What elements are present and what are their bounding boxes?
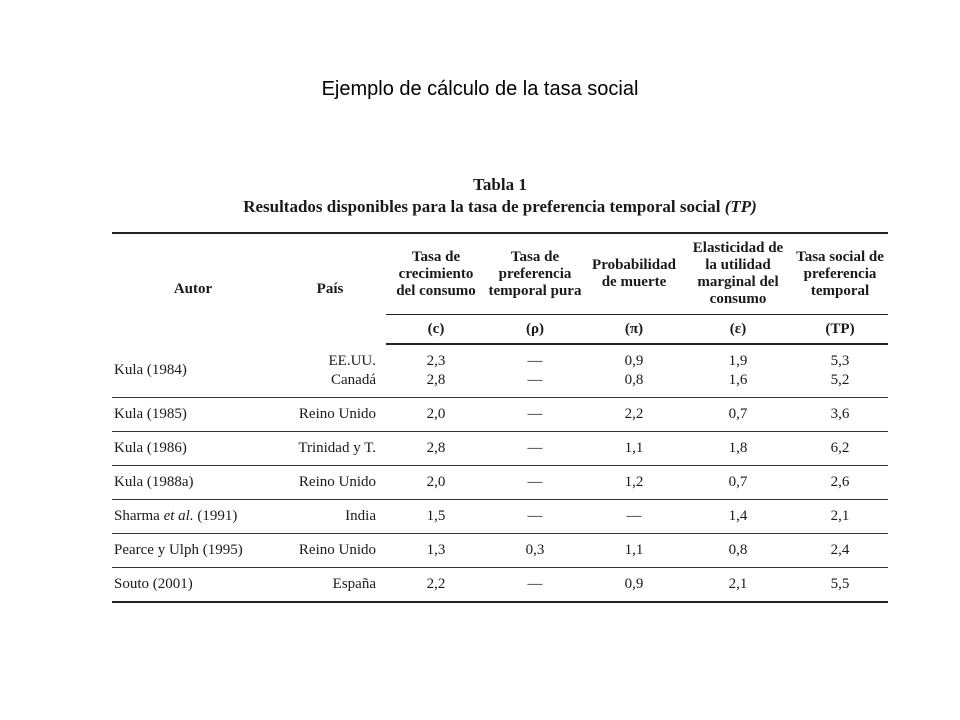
- cell-tp: 3,6: [792, 398, 888, 432]
- cell-pais: India: [274, 500, 386, 534]
- data-table-figure: [112, 174, 888, 603]
- cell-tp-line: 5,3: [830, 353, 850, 369]
- cell-epsilon: 2,1: [684, 568, 792, 603]
- cell-pi: 0,9: [584, 568, 684, 603]
- cell-tp: 5,5: [792, 568, 888, 603]
- cell-epsilon: [684, 344, 792, 398]
- symbol-c: (c): [386, 315, 486, 345]
- table-subtitle-abbr: (TP): [724, 197, 757, 216]
- cell-pais-line: Canadá: [331, 371, 376, 388]
- cell-epsilon-line: 1,6: [728, 372, 748, 388]
- symbol-pi: (π): [584, 315, 684, 345]
- cell-autor-part: et al.: [163, 508, 194, 524]
- cell-rho-line: —: [527, 372, 543, 388]
- cell-epsilon: 1,8: [684, 432, 792, 466]
- cell-autor: Kula (1985): [112, 398, 274, 432]
- cell-pi: 1,2: [584, 466, 684, 500]
- header-tasa-crecimiento: Tasa de crecimiento del consumo: [386, 233, 486, 315]
- cell-tp: 2,1: [792, 500, 888, 534]
- results-table: [112, 232, 888, 603]
- cell-pais: España: [274, 568, 386, 603]
- table-subtitle: [112, 196, 888, 218]
- table-caption: Tabla 1: [473, 175, 527, 194]
- header-pais: País: [274, 233, 386, 344]
- cell-pi: 1,1: [584, 534, 684, 568]
- cell-autor: Souto (2001): [112, 568, 274, 603]
- cell-c: 2,2: [386, 568, 486, 603]
- cell-c-line: 2,3: [426, 353, 446, 369]
- header-tasa-pref-pura: Tasa de preferencia temporal pura: [486, 233, 584, 315]
- cell-tp: 6,2: [792, 432, 888, 466]
- symbol-tp: (TP): [792, 315, 888, 345]
- cell-rho: —: [486, 568, 584, 603]
- cell-pais: Reino Unido: [274, 466, 386, 500]
- cell-c: 1,3: [386, 534, 486, 568]
- cell-pais: Reino Unido: [274, 534, 386, 568]
- cell-c-line: 2,8: [426, 372, 446, 388]
- cell-rho-line: —: [527, 353, 543, 369]
- cell-c: [386, 344, 486, 398]
- cell-rho: —: [486, 432, 584, 466]
- table-row: [112, 500, 888, 534]
- slide-title: Ejemplo de cálculo de la tasa social: [321, 78, 639, 100]
- cell-autor-part: (1991): [193, 508, 238, 524]
- cell-epsilon-line: 1,9: [728, 353, 748, 369]
- cell-pais: [274, 344, 386, 398]
- cell-autor-part: Sharma: [114, 508, 164, 524]
- cell-tp: [792, 344, 888, 398]
- cell-pi-line: 0,8: [624, 372, 644, 388]
- cell-pais-line: EE.UU.: [328, 352, 376, 369]
- cell-tp: 2,4: [792, 534, 888, 568]
- cell-pi: [584, 344, 684, 398]
- symbol-rho: (ρ): [486, 315, 584, 345]
- cell-rho: 0,3: [486, 534, 584, 568]
- table-row: [112, 568, 888, 603]
- cell-rho: —: [486, 500, 584, 534]
- header-elasticidad: Elasticidad de la utilidad marginal del consumo: [684, 233, 792, 315]
- cell-autor: [112, 500, 274, 534]
- table-row: [112, 432, 888, 466]
- cell-epsilon: 0,7: [684, 466, 792, 500]
- table-row: [112, 398, 888, 432]
- cell-tp-line: 5,2: [830, 372, 850, 388]
- table-row: [112, 534, 888, 568]
- symbol-epsilon: (ε): [684, 315, 792, 345]
- table-row: [112, 466, 888, 500]
- cell-tp: 2,6: [792, 466, 888, 500]
- cell-pais: Trinidad y T.: [274, 432, 386, 466]
- cell-rho: —: [486, 466, 584, 500]
- cell-pais: Reino Unido: [274, 398, 386, 432]
- header-prob-muerte: Probabilidad de muerte: [584, 233, 684, 315]
- cell-epsilon: 1,4: [684, 500, 792, 534]
- cell-epsilon: 0,7: [684, 398, 792, 432]
- cell-pi: 1,1: [584, 432, 684, 466]
- cell-c: 2,0: [386, 398, 486, 432]
- cell-autor: Kula (1988a): [112, 466, 274, 500]
- cell-rho: [486, 344, 584, 398]
- cell-autor: Kula (1984): [112, 344, 274, 398]
- cell-c: 2,0: [386, 466, 486, 500]
- table-subtitle-main: Resultados disponibles para la tasa de preferencia temporal social: [243, 197, 721, 216]
- table-row: [112, 344, 888, 398]
- cell-pi: 2,2: [584, 398, 684, 432]
- cell-pi: —: [584, 500, 684, 534]
- header-tasa-social: Tasa social de preferencia temporal: [792, 233, 888, 315]
- cell-pi-line: 0,9: [624, 353, 644, 369]
- header-autor: Autor: [112, 233, 274, 344]
- cell-rho: —: [486, 398, 584, 432]
- cell-autor: Kula (1986): [112, 432, 274, 466]
- cell-epsilon: 0,8: [684, 534, 792, 568]
- cell-c: 2,8: [386, 432, 486, 466]
- cell-c: 1,5: [386, 500, 486, 534]
- cell-autor: Pearce y Ulph (1995): [112, 534, 274, 568]
